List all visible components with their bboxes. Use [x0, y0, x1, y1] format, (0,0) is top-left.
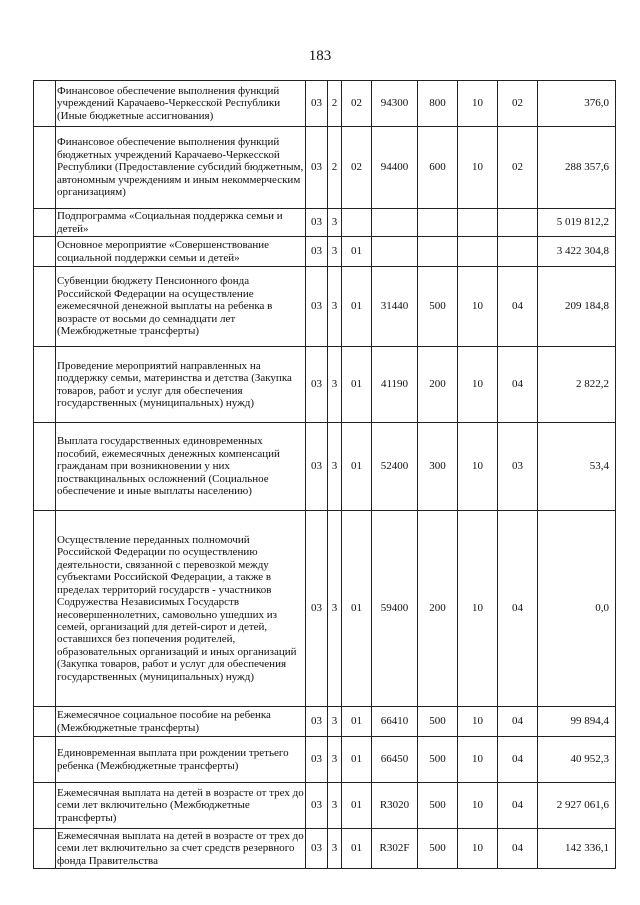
- table-row: [34, 737, 616, 783]
- code-cell-c3: 01: [342, 267, 372, 347]
- row-number-cell: [34, 127, 56, 209]
- code-cell-c6: 10: [458, 81, 498, 127]
- code-cell-c6: 10: [458, 511, 498, 707]
- item-name-cell: Осуществление переданных полномочий Российской Федерации по осуществлению деятельности, связанной с перевозкой между субъектами Российской Федерации, а также в пределах территорий государств - участников Содружества Независимых Государств несовершеннолетних, самовольно ушедших из семей, организаций для детей-сирот и детей, оставшихся без попечения родителей, образовательных организаций и иных организаций (Закупка товаров, работ и услуг для обеспечения государственных (муниципальных) нужд): [56, 511, 306, 707]
- code-cell-c4: 31440: [372, 267, 418, 347]
- table-row: [34, 127, 616, 209]
- code-cell-c1: 03: [306, 347, 328, 423]
- code-cell-c4: 52400: [372, 423, 418, 511]
- code-cell-c1: 03: [306, 81, 328, 127]
- code-cell-c1: 03: [306, 267, 328, 347]
- code-cell-c7: 04: [498, 829, 538, 869]
- row-number-cell: [34, 423, 56, 511]
- code-cell-c2: 2: [328, 81, 342, 127]
- row-number-cell: [34, 347, 56, 423]
- code-cell-c3: 01: [342, 423, 372, 511]
- amount-cell: 0,0: [538, 511, 616, 707]
- row-number-cell: [34, 511, 56, 707]
- code-cell-c2: 3: [328, 347, 342, 423]
- code-cell-c7: 04: [498, 511, 538, 707]
- table-row: [34, 237, 616, 267]
- code-cell-c7: 04: [498, 267, 538, 347]
- code-cell-c1: 03: [306, 783, 328, 829]
- amount-cell: 40 952,3: [538, 737, 616, 783]
- code-cell-c3: 01: [342, 707, 372, 737]
- item-name-cell: Ежемесячное социальное пособие на ребенка (Межбюджетные трансферты): [56, 707, 306, 737]
- code-cell-c3: [342, 209, 372, 237]
- table-row: [34, 829, 616, 869]
- item-name-cell: Основное мероприятие «Совершенствование социальной поддержки семьи и детей»: [56, 237, 306, 267]
- code-cell-c7: 02: [498, 81, 538, 127]
- code-cell-c4: 94300: [372, 81, 418, 127]
- table-row: [34, 511, 616, 707]
- row-number-cell: [34, 209, 56, 237]
- code-cell-c5: [418, 237, 458, 267]
- code-cell-c3: 01: [342, 783, 372, 829]
- table-row: [34, 707, 616, 737]
- item-name-cell: Субвенции бюджету Пенсионного фонда Российской Федерации на осуществление ежемесячной денежной выплаты на ребенка в возрасте от восьми до семнадцати лет (Межбюджетные трансферты): [56, 267, 306, 347]
- code-cell-c5: 500: [418, 783, 458, 829]
- budget-table: [33, 80, 616, 869]
- row-number-cell: [34, 81, 56, 127]
- code-cell-c3: 01: [342, 347, 372, 423]
- row-number-cell: [34, 737, 56, 783]
- amount-cell: 5 019 812,2: [538, 209, 616, 237]
- code-cell-c3: 01: [342, 829, 372, 869]
- code-cell-c6: 10: [458, 783, 498, 829]
- table-row: [34, 267, 616, 347]
- table-row: [34, 347, 616, 423]
- code-cell-c1: 03: [306, 737, 328, 783]
- code-cell-c6: 10: [458, 267, 498, 347]
- code-cell-c1: 03: [306, 423, 328, 511]
- amount-cell: 209 184,8: [538, 267, 616, 347]
- code-cell-c6: [458, 237, 498, 267]
- code-cell-c2: 3: [328, 209, 342, 237]
- code-cell-c3: 01: [342, 237, 372, 267]
- code-cell-c1: 03: [306, 209, 328, 237]
- code-cell-c2: 3: [328, 511, 342, 707]
- table-row: [34, 423, 616, 511]
- code-cell-c6: 10: [458, 347, 498, 423]
- code-cell-c7: 04: [498, 783, 538, 829]
- code-cell-c5: 500: [418, 737, 458, 783]
- code-cell-c3: 02: [342, 127, 372, 209]
- code-cell-c4: 66410: [372, 707, 418, 737]
- code-cell-c6: 10: [458, 423, 498, 511]
- table-row: [34, 783, 616, 829]
- amount-cell: 99 894,4: [538, 707, 616, 737]
- amount-cell: 288 357,6: [538, 127, 616, 209]
- code-cell-c7: [498, 237, 538, 267]
- row-number-cell: [34, 829, 56, 869]
- table-row: [34, 209, 616, 237]
- code-cell-c6: 10: [458, 127, 498, 209]
- code-cell-c5: 800: [418, 81, 458, 127]
- row-number-cell: [34, 267, 56, 347]
- code-cell-c5: 200: [418, 347, 458, 423]
- code-cell-c2: 3: [328, 737, 342, 783]
- code-cell-c1: 03: [306, 127, 328, 209]
- code-cell-c2: 3: [328, 829, 342, 869]
- table-row: [34, 81, 616, 127]
- code-cell-c2: 3: [328, 707, 342, 737]
- amount-cell: 376,0: [538, 81, 616, 127]
- code-cell-c7: 02: [498, 127, 538, 209]
- item-name-cell: Финансовое обеспечение выполнения функций учреждений Карачаево-Черкесской Республики (Иные бюджетные ассигнования): [56, 81, 306, 127]
- code-cell-c3: 02: [342, 81, 372, 127]
- code-cell-c5: 500: [418, 829, 458, 869]
- amount-cell: 53,4: [538, 423, 616, 511]
- item-name-cell: Проведение мероприятий направленных на поддержку семьи, материнства и детства (Закупка товаров, работ и услуг для обеспечения государственных (муниципальных) нужд): [56, 347, 306, 423]
- code-cell-c2: 2: [328, 127, 342, 209]
- item-name-cell: Выплата государственных единовременных пособий, ежемесячных денежных компенсаций гражданам при возникновении у них поствакцинальных осложнений (Социальное обеспечение и иные выплаты населению): [56, 423, 306, 511]
- code-cell-c4: [372, 237, 418, 267]
- row-number-cell: [34, 237, 56, 267]
- code-cell-c4: 59400: [372, 511, 418, 707]
- amount-cell: 2 822,2: [538, 347, 616, 423]
- item-name-cell: Ежемесячная выплата на детей в возрасте от трех до семи лет включительно за счет средств резервного фонда Правительства: [57, 830, 304, 867]
- item-name-cell: Подпрограмма «Социальная поддержка семьи и детей»: [56, 209, 306, 237]
- code-cell-c1: 03: [306, 829, 328, 869]
- code-cell-c7: 03: [498, 423, 538, 511]
- code-cell-c5: 300: [418, 423, 458, 511]
- code-cell-c2: 3: [328, 423, 342, 511]
- code-cell-c5: 600: [418, 127, 458, 209]
- amount-cell: 142 336,1: [538, 829, 616, 869]
- code-cell-c4: 66450: [372, 737, 418, 783]
- code-cell-c6: 10: [458, 737, 498, 783]
- code-cell-c2: 3: [328, 237, 342, 267]
- code-cell-c6: [458, 209, 498, 237]
- code-cell-c4: 41190: [372, 347, 418, 423]
- code-cell-c7: 04: [498, 707, 538, 737]
- code-cell-c7: [498, 209, 538, 237]
- code-cell-c6: 10: [458, 829, 498, 869]
- code-cell-c4: 94400: [372, 127, 418, 209]
- item-name-cell: Финансовое обеспечение выполнения функций бюджетных учреждений Карачаево-Черкесской Республики (Предоставление субсидий бюджетным, автономным учреждениям и иным некоммерческим организациям): [56, 127, 306, 209]
- row-number-cell: [34, 707, 56, 737]
- amount-cell: 3 422 304,8: [538, 237, 616, 267]
- code-cell-c1: 03: [306, 511, 328, 707]
- code-cell-c5: 500: [418, 707, 458, 737]
- code-cell-c2: 3: [328, 267, 342, 347]
- row-number-cell: [34, 783, 56, 829]
- item-name-cell: Ежемесячная выплата на детей в возрасте от трех до семи лет включительно (Межбюджетные трансферты): [56, 783, 306, 829]
- code-cell-c5: [418, 209, 458, 237]
- code-cell-c4: R3020: [372, 783, 418, 829]
- code-cell-c4: [372, 209, 418, 237]
- page-number: 183: [308, 48, 332, 64]
- code-cell-c7: 04: [498, 347, 538, 423]
- code-cell-c2: 3: [328, 783, 342, 829]
- code-cell-c1: 03: [306, 707, 328, 737]
- code-cell-c6: 10: [458, 707, 498, 737]
- amount-cell: 2 927 061,6: [538, 783, 616, 829]
- code-cell-c5: 200: [418, 511, 458, 707]
- code-cell-c5: 500: [418, 267, 458, 347]
- code-cell-c3: 01: [342, 511, 372, 707]
- code-cell-c3: 01: [342, 737, 372, 783]
- code-cell-c1: 03: [306, 237, 328, 267]
- code-cell-c7: 04: [498, 737, 538, 783]
- code-cell-c4: R302F: [372, 829, 418, 869]
- item-name-cell: Единовременная выплата при рождении третьего ребенка (Межбюджетные трансферты): [56, 737, 306, 783]
